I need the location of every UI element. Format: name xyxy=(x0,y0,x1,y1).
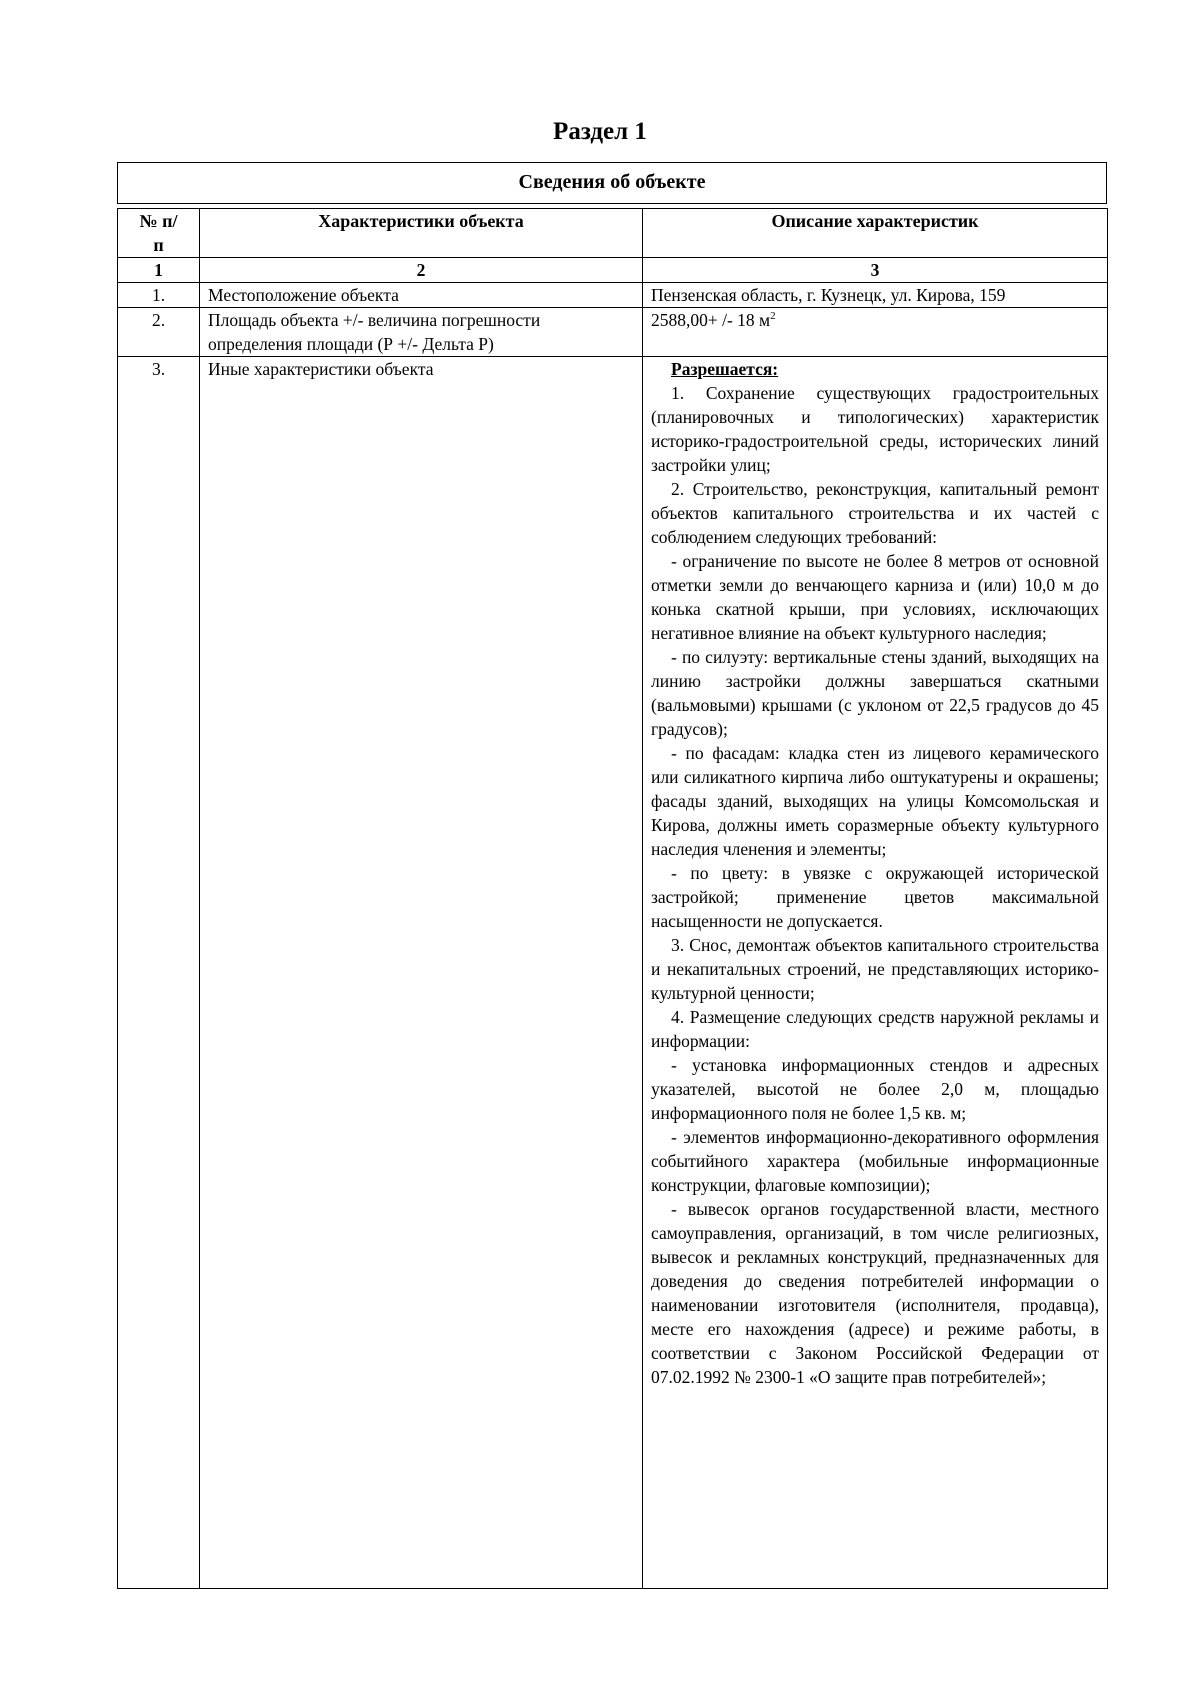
allowed-heading: Разрешается: xyxy=(671,359,779,379)
column-number-2: 2 xyxy=(200,258,643,283)
requirement-paragraph: 4. Размещение следующих средств наружной рекламы и информации: xyxy=(651,1007,1099,1051)
header-characteristics: Характеристики объекта xyxy=(200,209,643,258)
requirement-paragraph: - вывесок органов государственной власти, местного самоуправления, организаций, в том числе религиозных, вывесок и рекламных конструкций, предназначенных для доведения до сведения потребителей информации о наименовании изготовителя (исполнителя, продавца), месте его нахождения (адресе) и режиме работы, в соответствии с Законом Российской Федерации от 07.02.1992 № 2300-1 «О защите прав потребителей»; xyxy=(651,1199,1099,1387)
table-header-row xyxy=(118,209,1108,258)
column-number-row xyxy=(118,258,1108,283)
requirement-paragraph: 1. Сохранение существующих градостроительных (планировочных и типологических) характеристик историко-градостроительной среды, исторических линий застройки улиц; xyxy=(651,383,1099,475)
table-row xyxy=(118,283,1108,308)
column-number-1: 1 xyxy=(118,258,200,283)
row-description xyxy=(643,357,1108,1589)
object-info-table xyxy=(117,208,1108,1589)
requirement-paragraph: - установка информационных стендов и адресных указателей, высотой не более 2,0 м, площадью информационного поля не более 1,5 кв. м; xyxy=(651,1055,1099,1123)
area-value: 2588,00+ /- 18 м xyxy=(651,310,771,330)
table-row xyxy=(118,357,1108,1589)
section-title: Раздел 1 xyxy=(553,118,647,145)
table-caption: Сведения об объекте xyxy=(117,162,1107,204)
row-num: 2. xyxy=(118,308,200,357)
requirement-paragraph: - по силуэту: вертикальные стены зданий, выходящих на линию застройки должны завершаться скатными (вальмовыми) крышами (с уклоном от 22,5 градусов до 45 градусов); xyxy=(651,647,1099,739)
table-row xyxy=(118,308,1108,357)
requirement-paragraph: 3. Снос, демонтаж объектов капитального строительства и некапитальных строений, не представляющих историко-культурной ценности; xyxy=(651,935,1099,1003)
row-num: 1. xyxy=(118,283,200,308)
row-description xyxy=(643,308,1108,357)
row-characteristic: Местоположение объекта xyxy=(200,283,643,308)
row-description: Пензенская область, г. Кузнецк, ул. Кирова, 159 xyxy=(643,283,1108,308)
requirement-paragraph: - ограничение по высоте не более 8 метров от основной отметки земли до венчающего карниза и (или) 10,0 м до конька скатной крыши, при условиях, исключающих негативное влияние на объект культурного наследия; xyxy=(651,551,1099,643)
header-description: Описание характеристик xyxy=(643,209,1108,258)
requirement-paragraph: 2. Строительство, реконструкция, капитальный ремонт объектов капитального строительства и их частей с соблюдением следующих требований: xyxy=(651,479,1099,547)
header-num: № п/п xyxy=(118,209,200,258)
requirement-paragraph: - по фасадам: кладка стен из лицевого керамического или силикатного кирпича либо оштукатурены и окрашены; фасады зданий, выходящих на улицы Комсомольская и Кирова, должны иметь соразмерные объекту культурного наследия членения и элементы; xyxy=(651,743,1099,859)
area-unit-superscript: 2 xyxy=(770,310,776,323)
requirement-paragraph: - элементов информационно-декоративного оформления событийного характера (мобильные информационные конструкции, флаговые композиции); xyxy=(651,1127,1099,1195)
column-number-3: 3 xyxy=(643,258,1108,283)
row-characteristic: Иные характеристики объекта xyxy=(200,357,643,1589)
row-num: 3. xyxy=(118,357,200,1589)
row-characteristic: Площадь объекта +/- величина погрешности определения площади (Р +/- Дельта Р) xyxy=(200,308,643,357)
requirement-paragraph: - по цвету: в увязке с окружающей исторической застройкой; применение цветов максимальной насыщенности не допускается. xyxy=(651,863,1099,931)
